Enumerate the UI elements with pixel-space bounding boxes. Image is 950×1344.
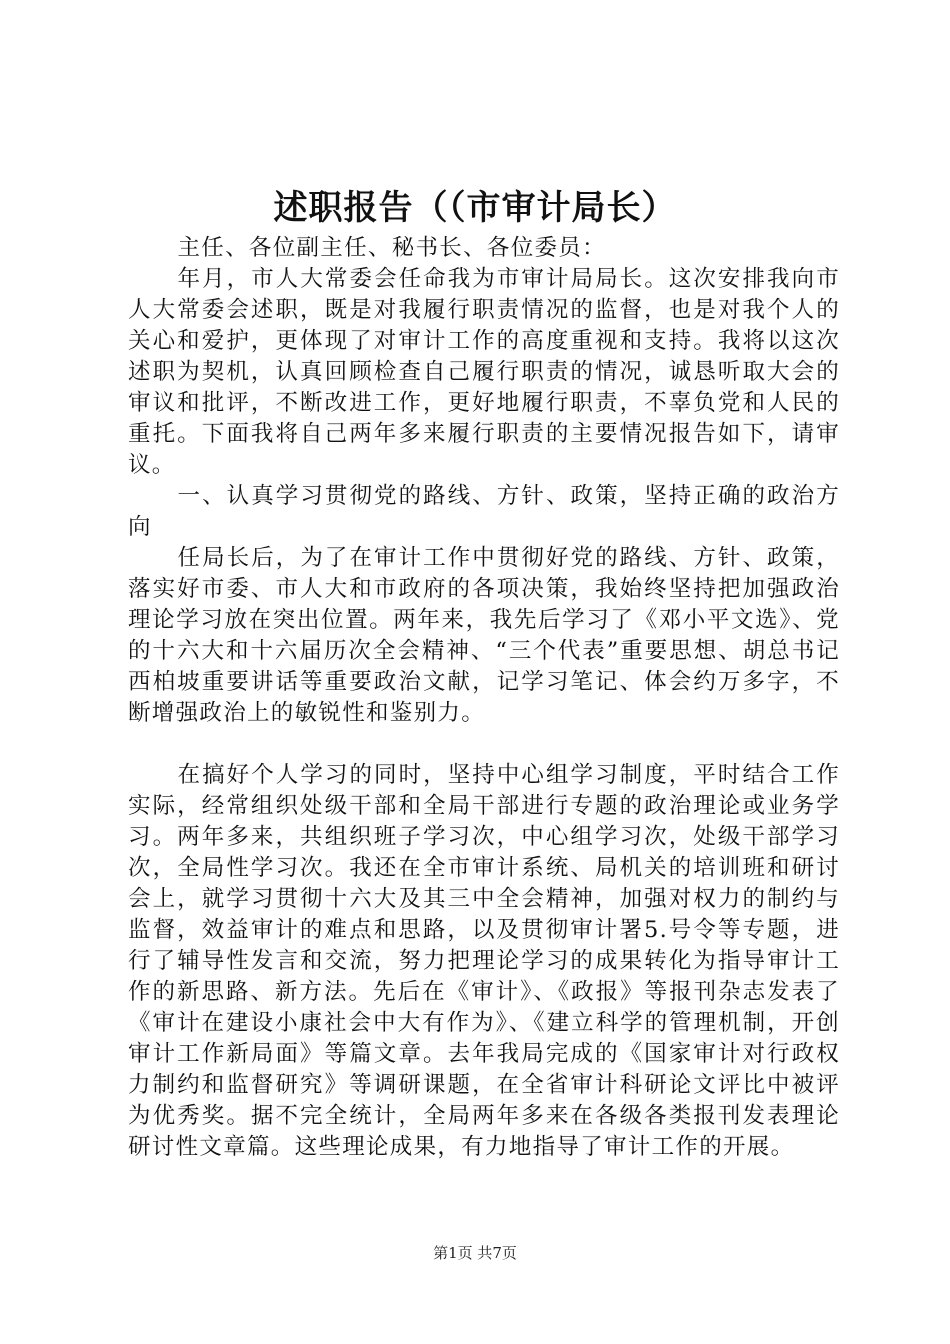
document-title: 述职报告（（市审计局长）	[273, 188, 677, 228]
salutation-paragraph: 主任、各位副主任、秘书长、各位委员：	[177, 235, 606, 261]
page-footer: 第1页 共7页	[433, 1244, 517, 1262]
section-heading-1: 一、认真学习贯彻党的路线、方针、政策，坚持正确的政治方向	[128, 483, 840, 540]
body-paragraph-group-study: 在搞好个人学习的同时，坚持中心组学习制度，平时结合工作实际，经常组织处级干部和全局干部进行专题的政治理论或业务学习。两年多来，共组织班子学习次，中心组学习次，处级干部学习次，全局性学习次。我还在全市审计系统、局机关的培训班和研讨会上，就学习贯彻十六大及其三中全会精神，加强对权力的制约与监督，效益审计的难点和思路，以及贯彻审计署5.号令等专题，进行了辅导性发言和交流，努力把理论学习的成果转化为指导审计工作的新思路、新方法。先后在《审计》、《政报》等报刊杂志发表了《审计在建设小康社会中大有作为》、《建立科学的管理机制，开创审计工作新局面》等篇文章。去年我局完成的《国家审计对行政权力制约和监督研究》等调研课题，在全省审计科研论文评比中被评为优秀奖。据不完全统计，全局两年多来在各级各类报刊发表理论研讨性文章篇。这些理论成果，有力地指导了审计工作的开展。	[128, 762, 840, 1160]
intro-paragraph: 年月，市人大常委会任命我为市审计局局长。这次安排我向市人大常委会述职，既是对我履行职责情况的监督，也是对我个人的关心和爱护，更体现了对审计工作的高度重视和支持。我将以这次述职为契机，认真回顾检查自己履行职责的情况，诚恳听取大会的审议和批评，不断改进工作，更好地履行职责，不辜负党和人民的重托。下面我将自己两年多来履行职责的主要情况报告如下，请审议。	[128, 266, 840, 478]
body-paragraph-study: 任局长后，为了在审计工作中贯彻好党的路线、方针、政策，落实好市委、市人大和市政府的各项决策，我始终坚持把加强政治理论学习放在突出位置。两年来，我先后学习了《邓小平文选》、党的十六大和十六届历次全会精神、“三个代表”重要思想、胡总书记西柏坡重要讲话等重要政治文献，记学习笔记、体会约万多字，不断增强政治上的敏锐性和鉴别力。	[128, 545, 840, 726]
document-body	[128, 233, 840, 1163]
